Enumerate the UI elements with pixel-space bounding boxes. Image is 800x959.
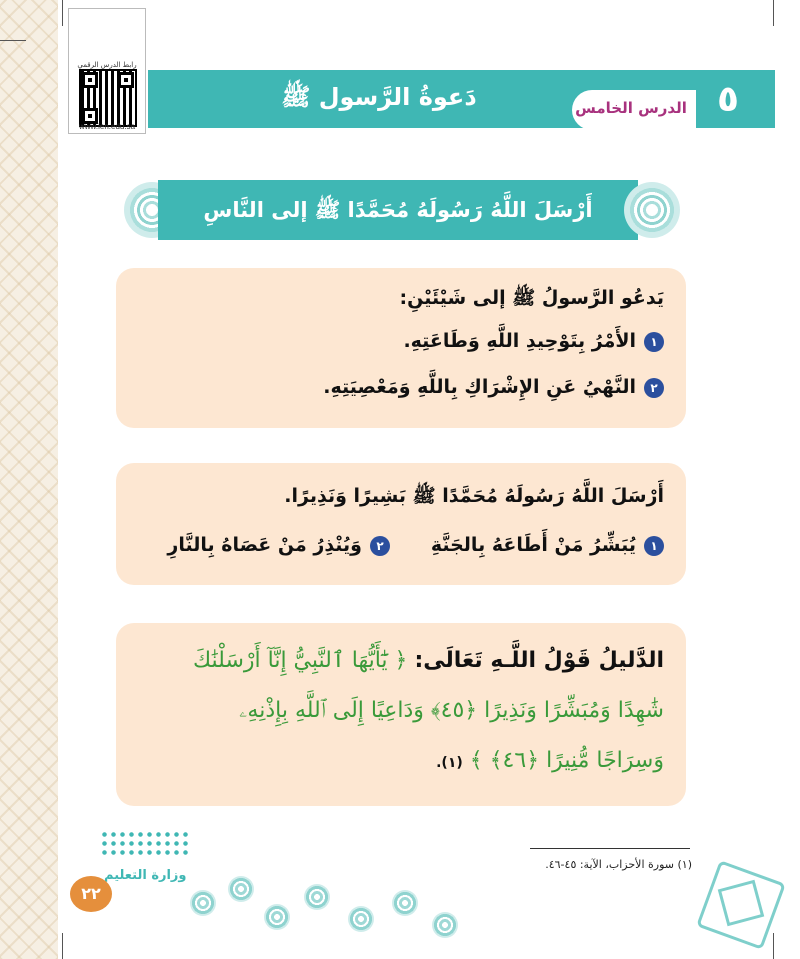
banner-text: أَرْسَلَ اللَّهُ رَسُولَهُ مُحَمَّدًا ﷺ إلى النَّاسِ	[203, 198, 593, 222]
rosette-icon	[190, 890, 216, 916]
list-item-text: يُبَشِّرُ مَنْ أَطَاعَهُ بِالجَنَّةِ	[430, 534, 636, 556]
rosette-icon	[392, 890, 418, 916]
decorative-side-strip	[0, 0, 58, 959]
ministry-logo-text: وزارة التعليم	[104, 868, 187, 883]
lesson-label: الدرس الخامس	[575, 99, 687, 117]
page-title: دَعوةُ الرَّسول ﷺ	[281, 83, 477, 111]
number-badge: ٢	[644, 378, 664, 398]
quote-line	[239, 698, 664, 723]
crop-mark	[62, 0, 63, 26]
evidence-lead: الدَّليلُ قَوْلُ اللَّـهِ تَعَالَى:	[414, 648, 664, 673]
number-badge: ٢	[370, 536, 390, 556]
quote-line	[436, 748, 664, 773]
rosette-icon	[624, 182, 680, 238]
footnote-ref: (١).	[436, 755, 463, 771]
footnote: (١) سورة الأحزاب، الآية: ٤٥-٤٦.	[545, 858, 692, 871]
list-item-text: وَيُنْذِرُ مَنْ عَصَاهُ بِالنَّارِ	[167, 534, 362, 556]
card2-intro: أَرْسَلَ اللَّهُ رَسُولَهُ مُحَمَّدًا ﷺ بَشِيرًا وَنَذِيرًا.	[284, 485, 664, 507]
list-item	[403, 330, 664, 352]
list-item-text: الأَمْرُ بِتَوْحِيدِ اللَّهِ وَطَاعَتِهِ.	[403, 330, 636, 352]
quote-line	[193, 648, 664, 673]
number-badge: ١	[644, 332, 664, 352]
lesson-number: ٥	[717, 79, 739, 120]
list-item	[167, 534, 390, 556]
crop-mark	[0, 40, 26, 41]
verse-text: ﴿ يَٰٓأَيُّهَا ٱلنَّبِيُّ إِنَّآ أَرْسَلْنَٰكَ	[193, 648, 408, 673]
rosette-icon	[228, 876, 254, 902]
crop-mark	[773, 933, 774, 959]
footnote-divider	[530, 848, 690, 849]
verse-text: وَسِرَاجًا مُّنِيرًا ﴿٤٦﴾ ﴾	[469, 748, 664, 773]
rosette-icon	[348, 906, 374, 932]
crop-mark	[62, 933, 63, 959]
qr-caption: رابط الدرس الرقمي	[77, 61, 137, 69]
crop-mark	[773, 0, 774, 26]
qr-url[interactable]: www.ien.edu.sa	[78, 122, 136, 131]
rosette-icon	[264, 904, 290, 930]
card1-intro: يَدعُو الرَّسولُ ﷺ إلى شَيْئَيْنِ:	[399, 287, 664, 309]
qr-code-block[interactable]	[68, 8, 146, 134]
rosette-icon	[432, 912, 458, 938]
list-item-text: النَّهْيُ عَنِ الإِشْرَاكِ بِاللَّهِ وَمَعْصِيَتِهِ.	[323, 376, 636, 398]
verse-text: شَٰهِدًا وَمُبَشِّرًا وَنَذِيرًا ﴿٤٥﴾ وَدَاعِيًا إِلَى ٱللَّهِ بِإِذْنِهِۦ	[239, 698, 664, 723]
list-item	[323, 376, 664, 398]
content-card	[116, 463, 686, 585]
rosette-icon	[304, 884, 330, 910]
page-number: ٢٢	[70, 876, 112, 912]
number-badge: ١	[644, 536, 664, 556]
ministry-logo-dots	[100, 830, 188, 858]
list-item	[431, 534, 664, 556]
qr-code-icon	[79, 69, 137, 127]
